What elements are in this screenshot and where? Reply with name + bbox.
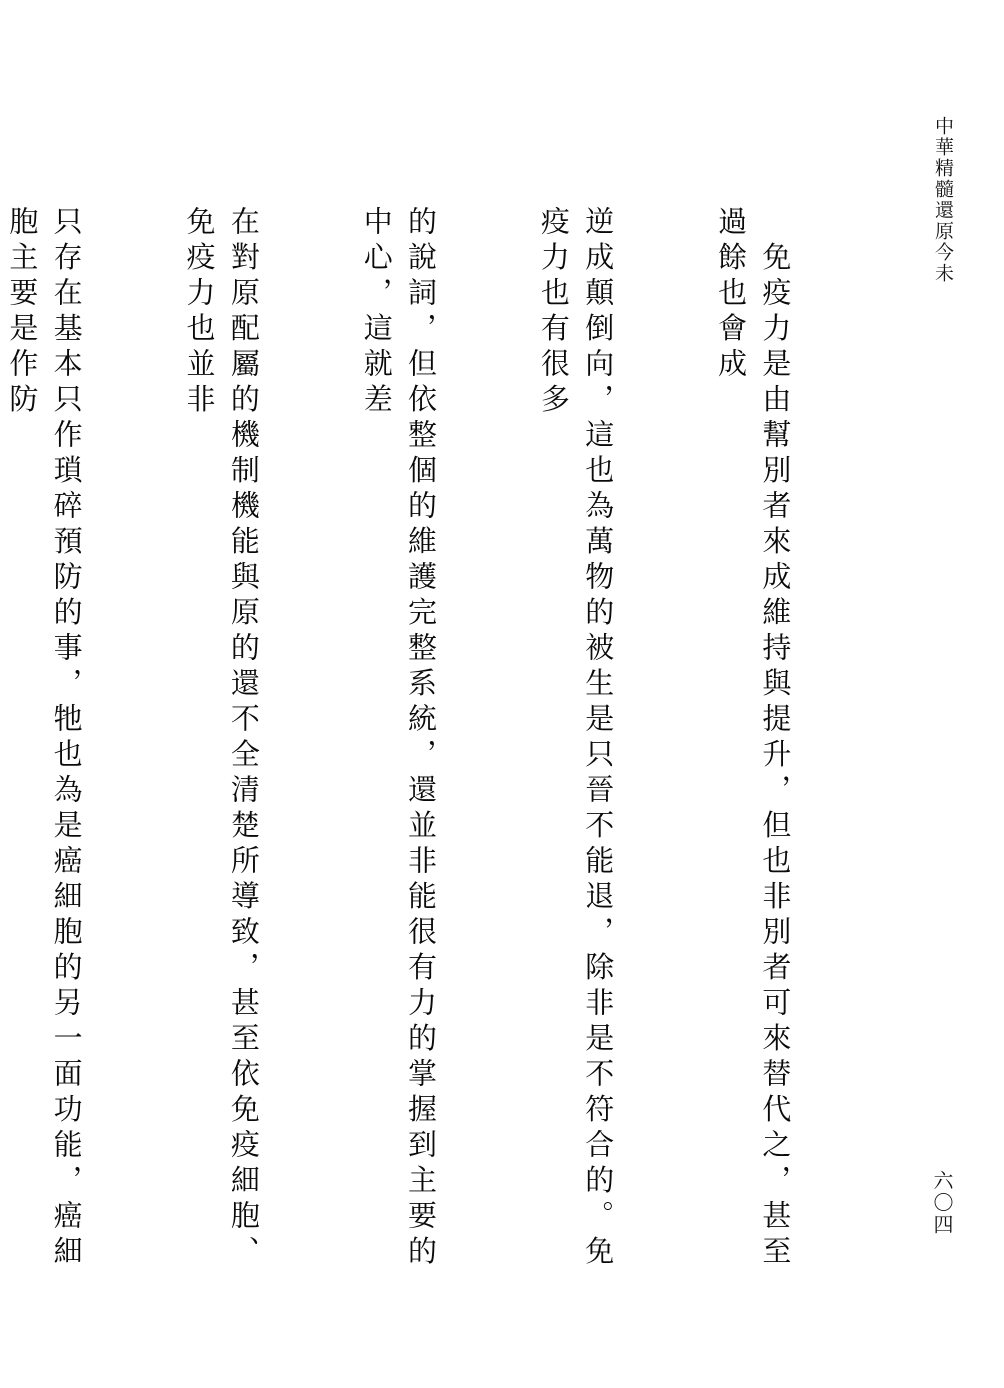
text-line: 的說詞，但依整個的維護完整系統，還並非能很有力的掌握到主要的中心，這就差 [359, 206, 439, 1271]
running-head: 中華精髓還原今未 [932, 116, 954, 284]
text-line: 只存在基本只作瑣碎預防的事，牠也為是癌細胞的另一面功能，癌細胞主要是作防 [5, 206, 84, 1271]
text-line: 在對原配屬的機制機能與原的還不全清楚所導致，甚至依免疫細胞、免疫力也並非 [182, 206, 261, 1271]
text-line: 免疫力是由幫別者來成維持與提升，但也非別者可來替代之，甚至過餘也會成 [714, 206, 793, 1271]
text-line: 逆成顛倒向，這也為萬物的被生是只晉不能退，除非是不符合的。免疫力也有很多 [536, 206, 616, 1271]
page-number: 六〇四 [930, 1170, 954, 1236]
body-text [5, 206, 886, 1286]
